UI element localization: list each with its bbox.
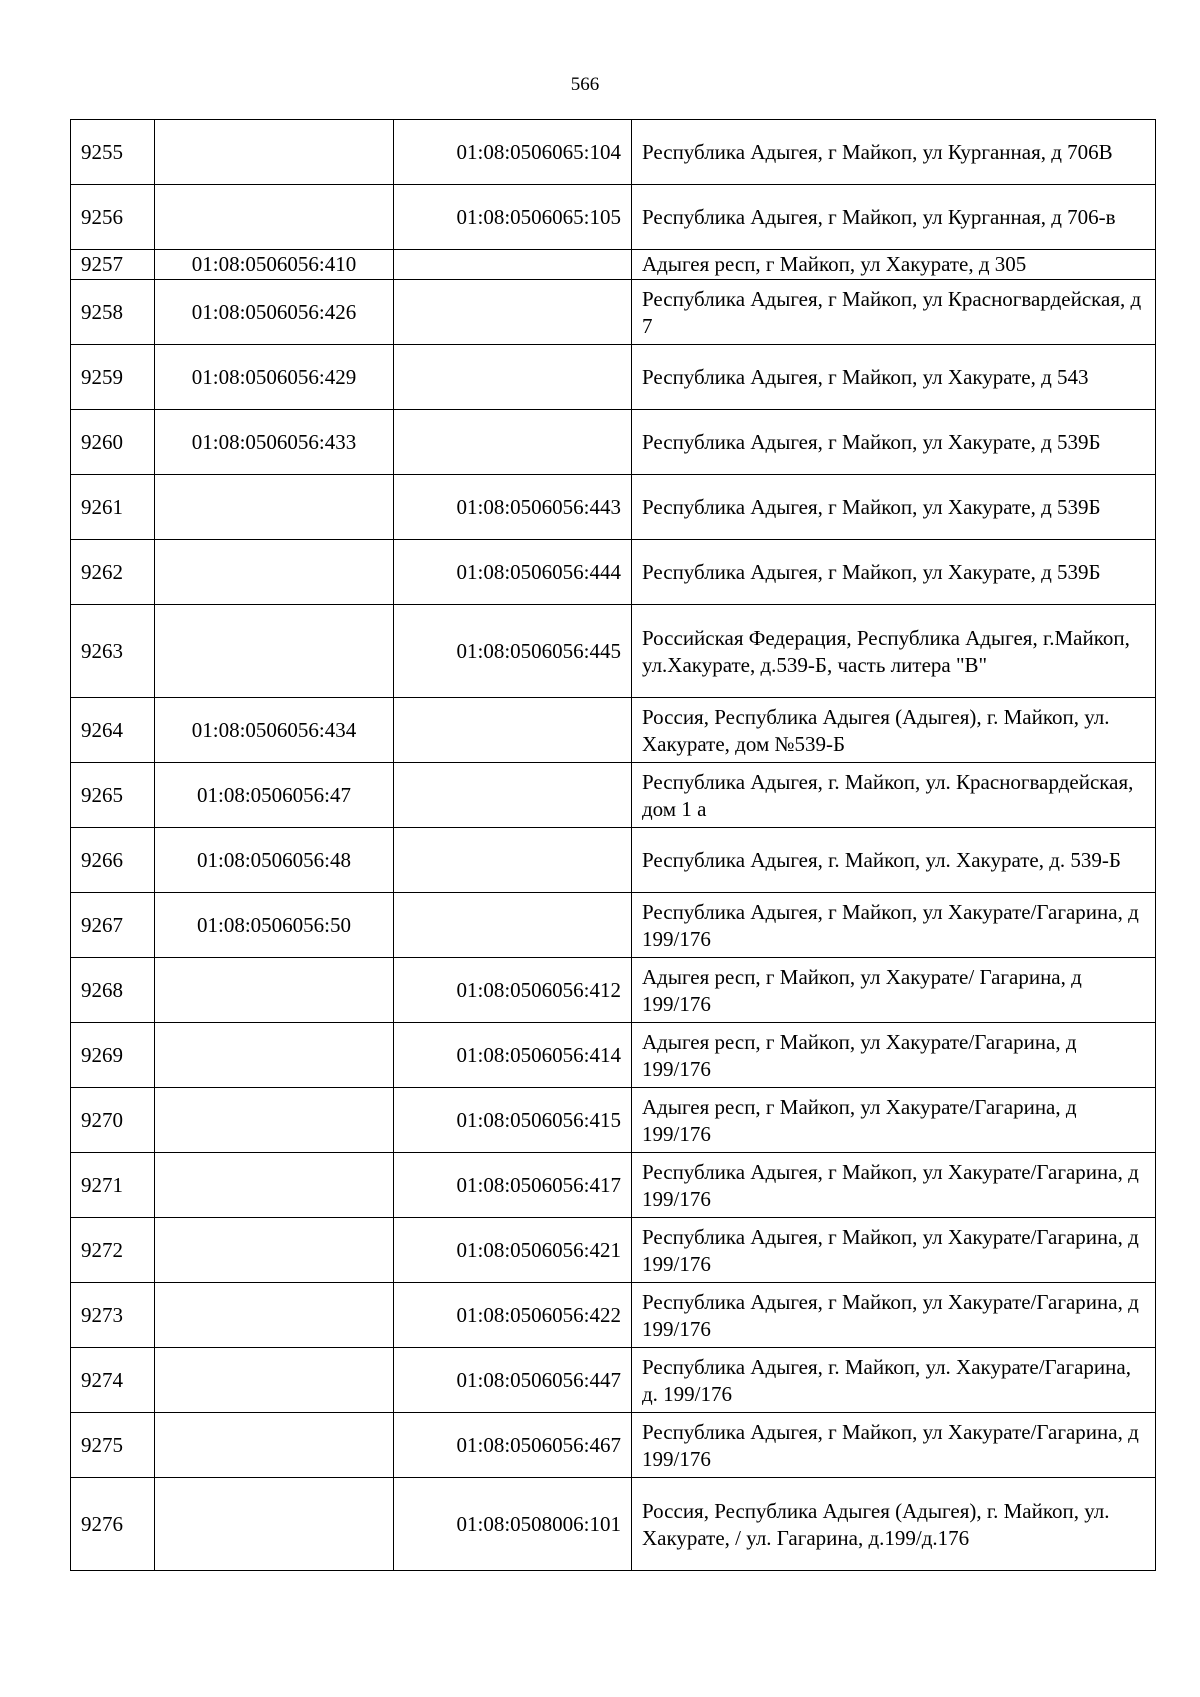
land-cadastral-number-cell — [155, 605, 394, 698]
table-row — [71, 1283, 1156, 1348]
building-cadastral-number-cell: 01:08:0506056:421 — [394, 1218, 632, 1283]
table-row — [71, 250, 1156, 280]
building-cadastral-number-cell — [394, 828, 632, 893]
land-cadastral-number-cell — [155, 1153, 394, 1218]
building-cadastral-number-cell: 01:08:0506056:414 — [394, 1023, 632, 1088]
address-cell: Республика Адыгея, г Майкоп, ул Красногвардейская, д 7 — [632, 280, 1156, 345]
row-number-cell: 9267 — [71, 893, 155, 958]
land-cadastral-number-cell: 01:08:0506056:48 — [155, 828, 394, 893]
address-cell: Адыгея респ, г Майкоп, ул Хакурате, д 305 — [632, 250, 1156, 280]
address-cell: Республика Адыгея, г. Майкоп, ул. Красногвардейская, дом 1 а — [632, 763, 1156, 828]
building-cadastral-number-cell — [394, 410, 632, 475]
table-row — [71, 1153, 1156, 1218]
building-cadastral-number-cell: 01:08:0506056:467 — [394, 1413, 632, 1478]
row-number-cell: 9270 — [71, 1088, 155, 1153]
table-row — [71, 540, 1156, 605]
land-cadastral-number-cell: 01:08:0506056:410 — [155, 250, 394, 280]
table-row — [71, 345, 1156, 410]
row-number-cell: 9257 — [71, 250, 155, 280]
address-cell: Адыгея респ, г Майкоп, ул Хакурате/Гагарина, д 199/176 — [632, 1088, 1156, 1153]
land-cadastral-number-cell — [155, 1478, 394, 1571]
table-row — [71, 1088, 1156, 1153]
row-number-cell: 9271 — [71, 1153, 155, 1218]
row-number-cell: 9269 — [71, 1023, 155, 1088]
table-row — [71, 475, 1156, 540]
address-cell: Республика Адыгея, г Майкоп, ул Хакурате/Гагарина, д 199/176 — [632, 1413, 1156, 1478]
land-cadastral-number-cell: 01:08:0506056:434 — [155, 698, 394, 763]
page-number: 566 — [570, 74, 600, 95]
address-cell: Республика Адыгея, г Майкоп, ул Хакурате/Гагарина, д 199/176 — [632, 1153, 1156, 1218]
table-row — [71, 185, 1156, 250]
row-number-cell: 9260 — [71, 410, 155, 475]
building-cadastral-number-cell — [394, 345, 632, 410]
building-cadastral-number-cell: 01:08:0506056:443 — [394, 475, 632, 540]
address-cell: Адыгея респ, г Майкоп, ул Хакурате/ Гагарина, д 199/176 — [632, 958, 1156, 1023]
address-cell: Республика Адыгея, г Майкоп, ул Хакурате, д 539Б — [632, 410, 1156, 475]
address-cell: Адыгея респ, г Майкоп, ул Хакурате/Гагарина, д 199/176 — [632, 1023, 1156, 1088]
land-cadastral-number-cell: 01:08:0506056:429 — [155, 345, 394, 410]
land-cadastral-number-cell — [155, 1283, 394, 1348]
table-row — [71, 763, 1156, 828]
table-row — [71, 893, 1156, 958]
address-cell: Россия, Республика Адыгея (Адыгея), г. Майкоп, ул. Хакурате, / ул. Гагарина, д.199/д.176 — [632, 1478, 1156, 1571]
address-cell: Республика Адыгея, г Майкоп, ул Хакурате, д 539Б — [632, 475, 1156, 540]
table-row — [71, 280, 1156, 345]
table-row — [71, 120, 1156, 185]
building-cadastral-number-cell: 01:08:0506056:422 — [394, 1283, 632, 1348]
table-row — [71, 958, 1156, 1023]
building-cadastral-number-cell: 01:08:0506065:104 — [394, 120, 632, 185]
table-row — [71, 1023, 1156, 1088]
table-row — [71, 1218, 1156, 1283]
land-cadastral-number-cell — [155, 120, 394, 185]
address-cell: Российская Федерация, Республика Адыгея, г.Майкоп, ул.Хакурате, д.539-Б, часть литера "В" — [632, 605, 1156, 698]
row-number-cell: 9258 — [71, 280, 155, 345]
row-number-cell: 9272 — [71, 1218, 155, 1283]
row-number-cell: 9275 — [71, 1413, 155, 1478]
building-cadastral-number-cell: 01:08:0506056:444 — [394, 540, 632, 605]
address-cell: Республика Адыгея, г Майкоп, ул Курганная, д 706В — [632, 120, 1156, 185]
land-cadastral-number-cell — [155, 1023, 394, 1088]
land-cadastral-number-cell — [155, 540, 394, 605]
address-cell: Россия, Республика Адыгея (Адыгея), г. Майкоп, ул. Хакурате, дом №539-Б — [632, 698, 1156, 763]
address-cell: Республика Адыгея, г Майкоп, ул Хакурате, д 543 — [632, 345, 1156, 410]
land-cadastral-number-cell — [155, 958, 394, 1023]
row-number-cell: 9259 — [71, 345, 155, 410]
building-cadastral-number-cell: 01:08:0506056:445 — [394, 605, 632, 698]
registry-table — [70, 119, 1156, 1571]
row-number-cell: 9265 — [71, 763, 155, 828]
land-cadastral-number-cell — [155, 185, 394, 250]
land-cadastral-number-cell: 01:08:0506056:50 — [155, 893, 394, 958]
table-row — [71, 1413, 1156, 1478]
row-number-cell: 9266 — [71, 828, 155, 893]
table-row — [71, 1478, 1156, 1571]
address-cell: Республика Адыгея, г. Майкоп, ул. Хакурате, д. 539-Б — [632, 828, 1156, 893]
address-cell: Республика Адыгея, г Майкоп, ул Курганная, д 706-в — [632, 185, 1156, 250]
row-number-cell: 9255 — [71, 120, 155, 185]
table-row — [71, 1348, 1156, 1413]
building-cadastral-number-cell: 01:08:0506065:105 — [394, 185, 632, 250]
building-cadastral-number-cell: 01:08:0506056:447 — [394, 1348, 632, 1413]
land-cadastral-number-cell — [155, 1348, 394, 1413]
registry-table-body — [71, 120, 1156, 1571]
building-cadastral-number-cell — [394, 280, 632, 345]
row-number-cell: 9268 — [71, 958, 155, 1023]
row-number-cell: 9264 — [71, 698, 155, 763]
address-cell: Республика Адыгея, г Майкоп, ул Хакурате/Гагарина, д 199/176 — [632, 1218, 1156, 1283]
row-number-cell: 9256 — [71, 185, 155, 250]
address-cell: Республика Адыгея, г. Майкоп, ул. Хакурате/Гагарина, д. 199/176 — [632, 1348, 1156, 1413]
table-row — [71, 410, 1156, 475]
building-cadastral-number-cell — [394, 763, 632, 828]
building-cadastral-number-cell — [394, 698, 632, 763]
land-cadastral-number-cell: 01:08:0506056:47 — [155, 763, 394, 828]
building-cadastral-number-cell: 01:08:0506056:417 — [394, 1153, 632, 1218]
row-number-cell: 9261 — [71, 475, 155, 540]
row-number-cell: 9273 — [71, 1283, 155, 1348]
land-cadastral-number-cell — [155, 1218, 394, 1283]
address-cell: Республика Адыгея, г Майкоп, ул Хакурате/Гагарина, д 199/176 — [632, 1283, 1156, 1348]
building-cadastral-number-cell: 01:08:0506056:415 — [394, 1088, 632, 1153]
row-number-cell: 9263 — [71, 605, 155, 698]
table-row — [71, 605, 1156, 698]
building-cadastral-number-cell — [394, 893, 632, 958]
building-cadastral-number-cell — [394, 250, 632, 280]
address-cell: Республика Адыгея, г Майкоп, ул Хакурате, д 539Б — [632, 540, 1156, 605]
row-number-cell: 9276 — [71, 1478, 155, 1571]
building-cadastral-number-cell: 01:08:0508006:101 — [394, 1478, 632, 1571]
row-number-cell: 9262 — [71, 540, 155, 605]
building-cadastral-number-cell: 01:08:0506056:412 — [394, 958, 632, 1023]
land-cadastral-number-cell — [155, 1413, 394, 1478]
table-row — [71, 698, 1156, 763]
row-number-cell: 9274 — [71, 1348, 155, 1413]
table-row — [71, 828, 1156, 893]
land-cadastral-number-cell — [155, 1088, 394, 1153]
land-cadastral-number-cell: 01:08:0506056:433 — [155, 410, 394, 475]
land-cadastral-number-cell — [155, 475, 394, 540]
land-cadastral-number-cell: 01:08:0506056:426 — [155, 280, 394, 345]
address-cell: Республика Адыгея, г Майкоп, ул Хакурате/Гагарина, д 199/176 — [632, 893, 1156, 958]
